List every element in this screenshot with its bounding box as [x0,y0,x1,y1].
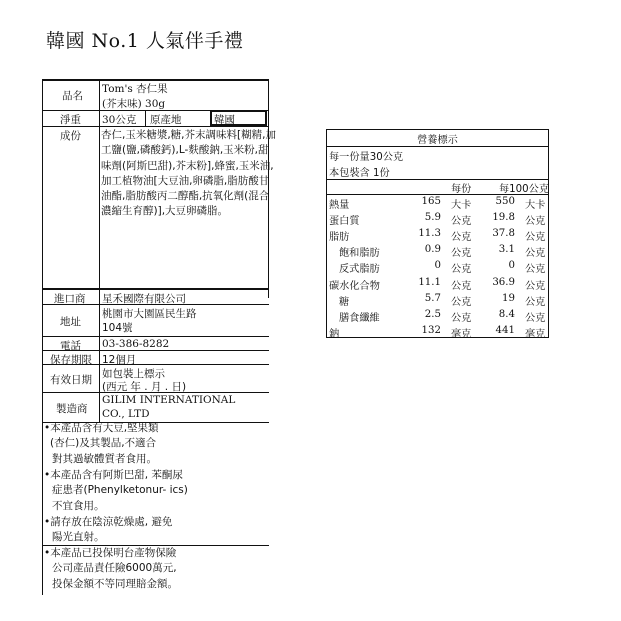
warning-line: •請存放在陰涼乾燥處, 避免 [44,516,173,528]
nutrition-row [327,260,548,276]
nutrition-row [327,228,548,244]
nutrient-value-per-serving: 5.9 [424,212,441,224]
manufacturer-line1: GILIM INTERNATIONAL [102,394,236,406]
nutrient-unit-per-100g: 公克 [525,216,546,228]
name-label: 品名 [62,90,83,102]
nutrient-name: 熱量 [329,200,350,211]
nutrient-value-per-100g: 550 [495,196,515,207]
nutrient-value-per-100g: 19.8 [492,212,515,224]
origin-value: 韓國 [214,114,235,126]
nutrient-value-per-serving: 2.5 [424,308,441,320]
nutrient-unit-per-100g: 大卡 [525,200,546,211]
warning-line: 公司產品責任險6000萬元, [52,562,177,575]
nutrient-unit-per-serving: 公克 [451,264,472,276]
ingredients-text: 杏仁,玉米糖漿,糖,芥末調味料[糊精,加工鹽(鹽,磷酸鈣),L-麩酸鈉,玉米粉,甜味劑(阿斯巴甜),芥末粉],蜂蜜,玉米油,加工植物油[大豆油,卵磷脂,脂肪酸甘油酯,脂肪酸丙二醇酯,抗氧化劑(混合濃縮生育醇)],大豆卵磷脂。 [101,129,276,218]
allergen-warning [44,421,159,467]
nutrient-unit-per-serving: 毫克 [451,328,472,340]
weight-label: 淨重 [60,114,81,126]
nutrient-name: 糖 [339,296,350,308]
nutrient-unit-per-serving: 公克 [451,216,472,228]
manufacturer-line2: CO., LTD [102,408,150,420]
nutrient-value-per-serving: 132 [421,324,441,336]
nutrient-unit-per-serving: 公克 [451,312,472,324]
nutrient-unit-per-100g: 公克 [525,280,546,292]
nutrition-row [327,196,548,212]
aspartame-warning [44,468,188,514]
nutrient-name: 反式脂肪 [339,264,380,276]
nutrient-unit-per-serving: 公克 [451,248,472,260]
nutrition-row [327,244,548,260]
nutrient-unit-per-100g: 公克 [525,296,546,308]
nutrient-name: 鈉 [329,328,340,340]
nutrient-value-per-100g: 8.4 [498,308,515,320]
nutrition-row [327,325,548,341]
nutrient-unit-per-serving: 公克 [451,232,472,244]
nutrient-value-per-100g: 19 [502,292,515,304]
address-line1: 桃園市大園區民生路 [102,308,197,320]
nutrient-unit-per-serving: 大卡 [451,200,472,211]
servings-per-pack: 本包裝含 1份 [329,168,390,179]
nutrient-name: 脂肪 [329,232,350,244]
shelf-life-value: 12個月 [102,354,137,366]
col-per-serving: 每份 [451,184,472,195]
importer-value: 星禾國際有限公司 [102,293,186,305]
nutrition-row [327,309,548,325]
nutrient-name: 膳食纖維 [339,312,380,324]
phone-value: 03-386-8282 [102,338,170,350]
nutrient-value-per-serving: 165 [421,196,441,207]
nutrient-value-per-100g: 36.9 [492,276,515,288]
warning-line: •本產品含有大豆,堅果類 [44,422,159,434]
shelf-life-label: 保存期限 [50,354,92,366]
nutrient-value-per-serving: 5.7 [424,292,441,304]
nutrient-unit-per-serving: 公克 [451,280,472,292]
warning-line: •本產品已投保明台產物保險 [44,547,177,559]
warning-line: (杏仁)及其製品,不適合 [50,437,157,450]
nutrient-name: 碳水化合物 [329,280,380,292]
nutrient-value-per-serving: 0 [434,260,441,272]
warning-line: 投保金額不等同理賠金額。 [52,577,178,590]
warning-line: 症患者(Phenylketonur- ics) [52,484,188,497]
nutrient-value-per-100g: 0 [508,260,515,272]
insurance-note [44,546,178,592]
nutrient-unit-per-100g: 公克 [525,312,546,324]
nutrient-unit-per-100g: 公克 [525,264,546,276]
expiry-line1: 如包裝上標示 [102,368,165,380]
storage-warning [44,515,172,546]
serving-size: 每一份量30公克 [329,152,404,163]
nutrient-unit-per-100g: 毫克 [525,328,546,340]
nutrition-row [327,293,548,309]
address-line2: 104號 [102,322,133,334]
importer-label: 進口商 [54,293,86,305]
origin-label: 原產地 [150,114,182,126]
warning-line: 對其過敏體質者食用。 [52,452,157,465]
manufacturer-label: 製造商 [56,403,88,415]
product-flavor: (芥末味) 30g [102,98,166,110]
expiry-line2: (西元 年 . 月 . 日) [102,381,187,393]
warning-line: 不宜食用。 [52,499,105,512]
nutrient-name: 蛋白質 [329,216,360,228]
nutrition-caption: 營養標示 [417,135,458,146]
expiry-label: 有效日期 [50,374,92,386]
warning-line: 陽光直射。 [52,531,105,544]
nutrient-name: 飽和脂肪 [339,248,380,260]
address-label: 地址 [60,316,81,328]
nutrition-row [327,212,548,228]
nutrient-value-per-100g: 37.8 [492,228,515,240]
nutrient-unit-per-serving: 公克 [451,296,472,308]
nutrient-value-per-serving: 0.9 [424,244,441,256]
ingredients-label: 成份 [60,130,81,142]
nutrient-value-per-100g: 3.1 [498,244,515,256]
nutrient-value-per-100g: 441 [495,324,515,336]
product-name: Tom's 杏仁果 [102,83,168,95]
nutrient-value-per-serving: 11.1 [418,276,441,288]
nutrient-unit-per-100g: 公克 [525,232,546,244]
phone-label: 電話 [60,340,81,352]
warning-line: •本產品含有阿斯巴甜, 苯酮尿 [44,469,183,481]
col-per-100g: 每100公克 [499,184,550,195]
weight-value: 30公克 [102,114,137,126]
nutrition-facts-table [326,129,549,338]
nutrient-unit-per-100g: 公克 [525,248,546,260]
nutrient-value-per-serving: 11.3 [418,228,441,240]
nutrition-row [327,277,548,293]
page-title: 韓國 No.1 人氣伴手禮 [46,30,244,52]
